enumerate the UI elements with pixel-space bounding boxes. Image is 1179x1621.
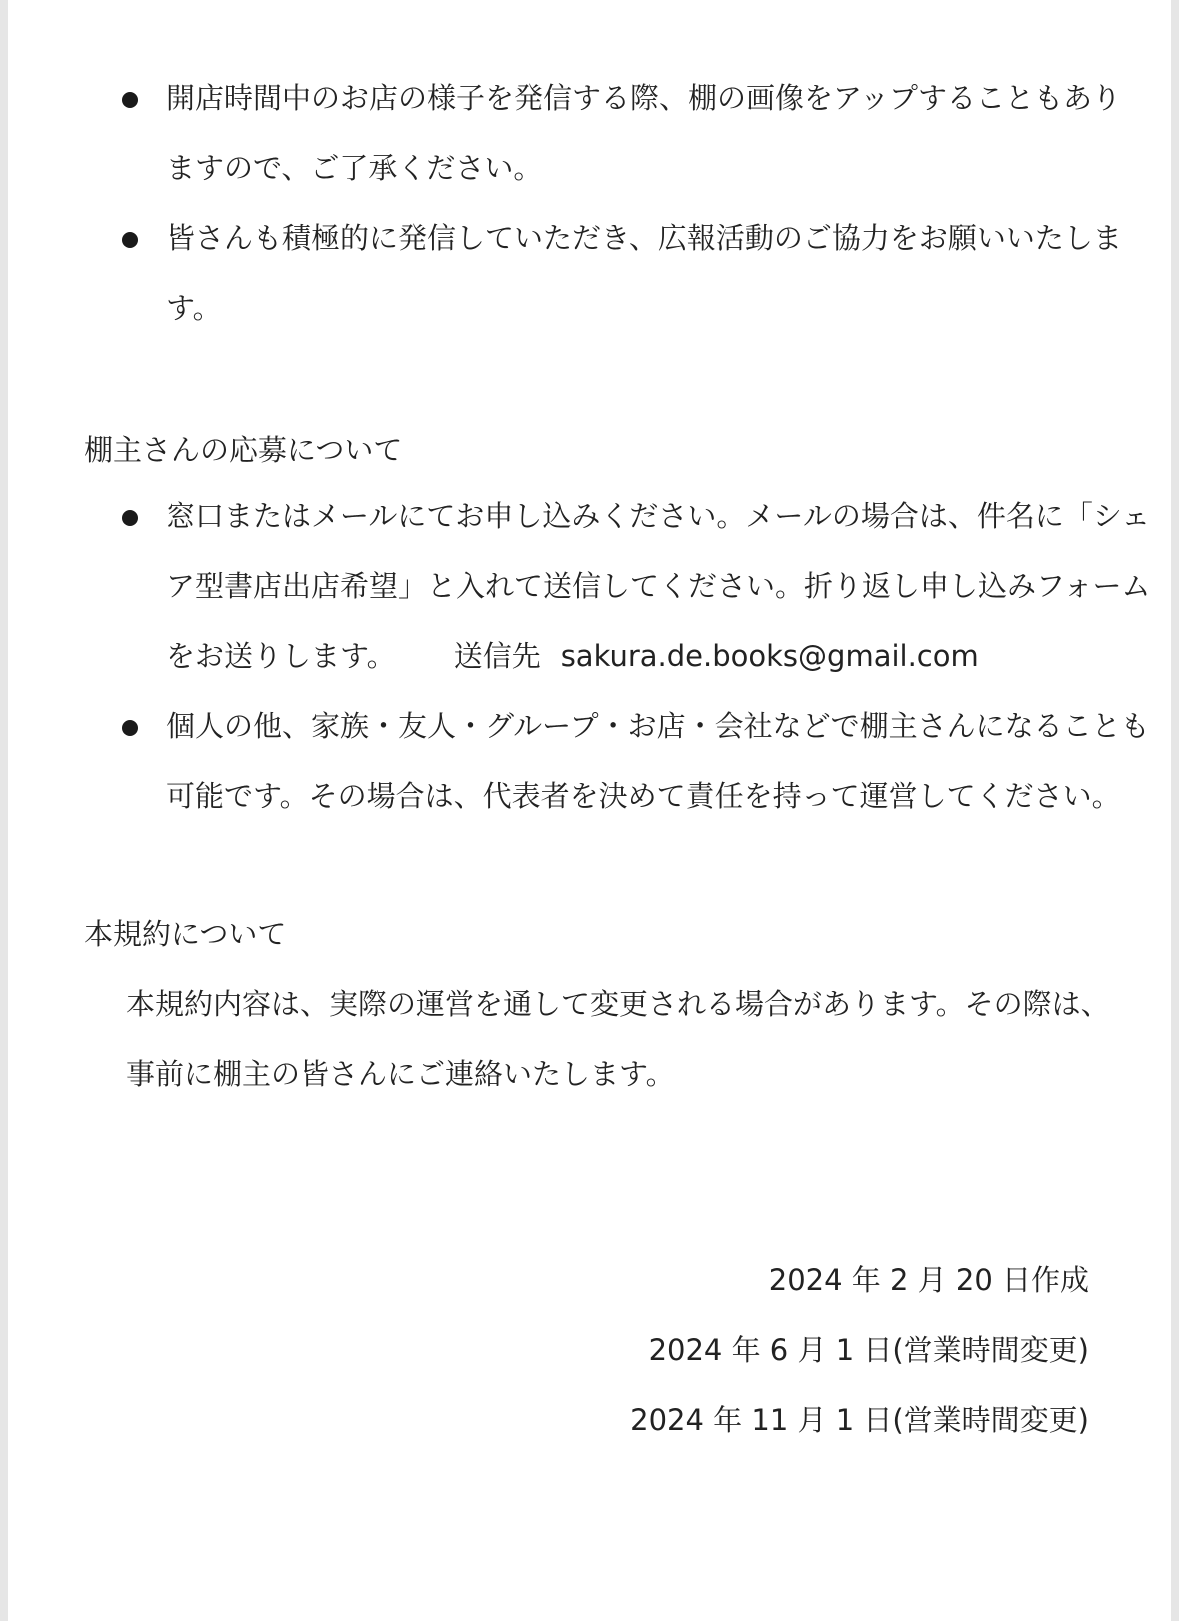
terms-text: 本規約内容は、実際の運営を通して変更される場合があります。その際は、 xyxy=(126,987,1110,1021)
bullet-icon xyxy=(122,92,138,108)
bullet-text: 可能です。その場合は、代表者を決めて責任を持って運営してください。 xyxy=(166,779,1121,813)
bullet-text: 個人の他、家族・友人・グループ・お店・会社などで棚主さんになることも xyxy=(166,709,1150,743)
bullet-text xyxy=(166,639,979,673)
bullet-text-line: をお送りします。 xyxy=(166,639,396,673)
bullet-text: ア型書店出店希望」と入れて送信してください。折り返し申し込みフォーム xyxy=(166,569,1151,603)
date-created: 2024 年 2 月 20 日作成 xyxy=(768,1263,1089,1297)
bullet-text: 窓口またはメールにてお申し込みください。メールの場合は、件名に「シェ xyxy=(166,499,1151,533)
section-heading-application: 棚主さんの応募について xyxy=(84,433,403,467)
date-revision: 2024 年 6 月 1 日(営業時間変更) xyxy=(648,1333,1089,1367)
bullet-text: 皆さんも積極的に発信していただき、広報活動のご協力をお願いいたしま xyxy=(166,221,1122,255)
bullet-text: す。 xyxy=(166,291,222,325)
bullet-icon xyxy=(122,232,138,248)
bullet-icon xyxy=(122,720,138,736)
date-revision: 2024 年 11 月 1 日(営業時間変更) xyxy=(630,1403,1089,1437)
bullet-icon xyxy=(122,510,138,526)
terms-text: 事前に棚主の皆さんにご連絡いたします。 xyxy=(126,1057,675,1091)
bullet-text: 開店時間中のお店の様子を発信する際、棚の画像をアップすることもあり xyxy=(166,81,1121,115)
bullet-text: ますので、ご了承ください。 xyxy=(166,151,543,185)
section-heading-terms: 本規約について xyxy=(84,917,287,951)
email-label: 送信先 xyxy=(453,639,541,673)
email-address: sakura.de.books@gmail.com xyxy=(560,639,979,673)
